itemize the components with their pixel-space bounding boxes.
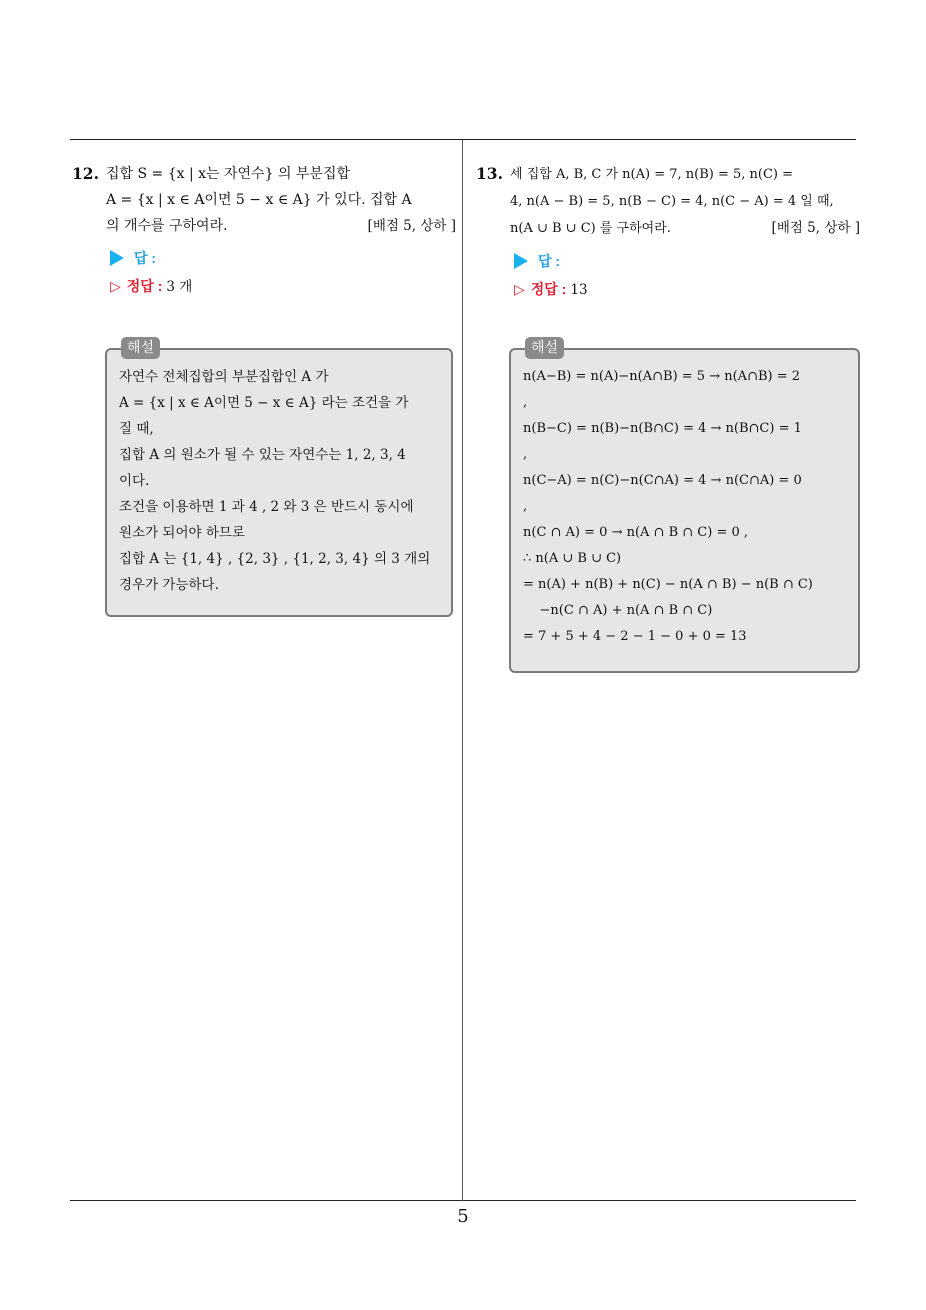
solution-line: 자연수 전체집합의 부분집합인 A 가 bbox=[119, 369, 329, 385]
answer-row bbox=[72, 245, 456, 271]
question-13 bbox=[476, 161, 860, 303]
question-line bbox=[72, 187, 456, 213]
question-text: 4, n(A − B) = 5, n(B − C) = 4, n(C − A) = 4 일 때, bbox=[510, 194, 834, 209]
solution-label: 해설 bbox=[525, 337, 564, 359]
solution-label: 해설 bbox=[121, 337, 160, 359]
solution-line: 조건을 이용하면 1 과 4 , 2 와 3 은 반드시 동시에 bbox=[119, 499, 414, 515]
solution-line: 집합 A 는 {1, 4} , {2, 3} , {1, 2, 3, 4} 의 3 개의 bbox=[119, 551, 431, 567]
solution-line: n(A−B) = n(A)−n(A∩B) = 5 → n(A∩B) = 2 bbox=[523, 369, 801, 384]
solution-line: , bbox=[523, 447, 528, 462]
solution-line: n(C−A) = n(C)−n(C∩A) = 4 → n(C∩A) = 0 bbox=[523, 473, 802, 488]
question-text: n(A ∪ B ∪ C) 를 구하여라. bbox=[510, 221, 671, 236]
answer-row bbox=[476, 248, 860, 274]
bottom-rule bbox=[70, 1200, 856, 1201]
score-tag: [배점 5, 상하 ] bbox=[771, 220, 860, 236]
solution-box-13 bbox=[509, 340, 860, 673]
outline-triangle-icon: ▷ bbox=[110, 278, 121, 294]
question-line bbox=[72, 161, 456, 187]
correct-value: 13 bbox=[570, 282, 588, 298]
answer-label: 답 : bbox=[538, 253, 561, 269]
question-number: 12. bbox=[72, 164, 99, 183]
solution-line: n(C ∩ A) = 0 → n(A ∩ B ∩ C) = 0 , bbox=[523, 525, 749, 540]
solution-line: n(B−C) = n(B)−n(B∩C) = 4 → n(B∩C) = 1 bbox=[523, 421, 802, 436]
correct-answer-row bbox=[476, 276, 860, 303]
solution-box-12 bbox=[105, 340, 453, 617]
question-12 bbox=[72, 161, 456, 300]
question-text: 의 개수를 구하여라. bbox=[106, 218, 228, 234]
question-line bbox=[476, 188, 860, 215]
solution-line: , bbox=[523, 499, 528, 514]
solution-line: = n(A) + n(B) + n(C) − n(A ∩ B) − n(B ∩ C) bbox=[523, 577, 813, 592]
correct-label: 정답 : bbox=[126, 278, 163, 294]
outline-triangle-icon: ▷ bbox=[514, 281, 525, 297]
question-line bbox=[476, 215, 860, 242]
question-text: 세 집합 A, B, C 가 n(A) = 7, n(B) = 5, n(C) = bbox=[510, 167, 794, 182]
score-tag: [배점 5, 상하 ] bbox=[367, 218, 456, 234]
column-divider bbox=[462, 140, 463, 1201]
question-number: 13. bbox=[476, 164, 503, 183]
solution-line: 경우가 가능하다. bbox=[119, 577, 219, 593]
solution-line: , bbox=[523, 395, 528, 410]
solution-line: 이다. bbox=[119, 473, 150, 489]
solution-line: 집합 A 의 원소가 될 수 있는 자연수는 1, 2, 3, 4 bbox=[119, 447, 406, 463]
play-triangle-icon bbox=[110, 250, 124, 266]
answer-label: 답 : bbox=[134, 250, 157, 266]
solution-line: A = {x | x ∈ A이면 5 − x ∈ A} 라는 조건을 가 bbox=[119, 395, 409, 411]
solution-line: −n(C ∩ A) + n(A ∩ B ∩ C) bbox=[523, 603, 713, 618]
correct-answer-row bbox=[72, 273, 456, 300]
question-text: 집합 S = {x | x는 자연수} 의 부분집합 bbox=[106, 166, 351, 182]
question-text: A = {x | x ∈ A이면 5 − x ∈ A} 가 있다. 집합 A bbox=[106, 192, 412, 208]
solution-line: 원소가 되어야 하므로 bbox=[119, 525, 245, 541]
correct-value: 3 개 bbox=[166, 279, 193, 295]
page-number: 5 bbox=[457, 1206, 469, 1227]
solution-line: = 7 + 5 + 4 − 2 − 1 − 0 + 0 = 13 bbox=[523, 629, 747, 644]
correct-label: 정답 : bbox=[530, 281, 567, 297]
question-line bbox=[72, 213, 456, 239]
solution-line: 질 때, bbox=[119, 421, 154, 437]
top-rule bbox=[70, 139, 856, 140]
question-line bbox=[476, 161, 860, 188]
play-triangle-icon bbox=[514, 253, 528, 269]
solution-line: ∴ n(A ∪ B ∪ C) bbox=[523, 551, 622, 566]
